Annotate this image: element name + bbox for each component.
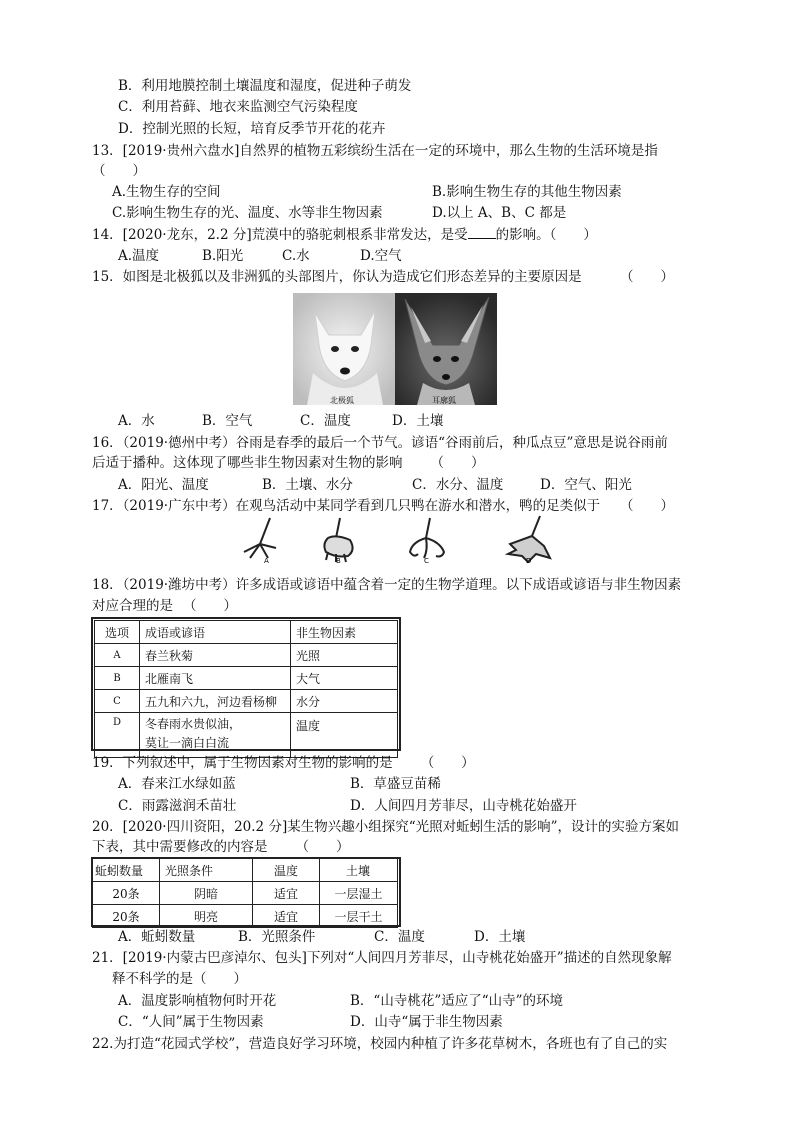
table-row xyxy=(95,667,398,690)
q14-stem-after: 的影响。（ ） xyxy=(495,227,597,243)
q16-option-a: A．阳光、温度 xyxy=(118,477,209,493)
q19-stem-text: 19．下列叙述中，属于生物因素对生物的影响的是 xyxy=(92,755,393,771)
table-cell: 适宜 xyxy=(253,905,320,928)
q20-stem: 20．[2020·四川资阳，20.2 分]某生物兴趣小组探究“光照对蚯蚓生活的影响”，设计的实验方案如 xyxy=(92,819,680,835)
header-cell: 蚯蚓数量 xyxy=(93,859,160,882)
foot-d-icon xyxy=(508,516,550,562)
q16-option-b: B．土壤、水分 xyxy=(262,477,353,493)
table-row xyxy=(93,882,398,905)
q16-option-c: C．水分、温度 xyxy=(412,477,504,493)
q13-option-b: B.影响生物生存的其他生物因素 xyxy=(432,184,622,200)
foot-label-b: B xyxy=(336,557,341,564)
q20-option-d: D．土壤 xyxy=(474,929,526,945)
arctic-fox-caption: 北极狐 xyxy=(330,396,354,405)
table-cell: 明亮 xyxy=(160,905,253,928)
fennec-fox-caption: 耳廓狐 xyxy=(432,396,456,405)
q13-option-d: D.以上 A、B、C 都是 xyxy=(432,205,567,221)
q14-stem-before: 14．[2020·龙东，2.2 分]荒漠中的骆驼刺根系非常发达，是受 xyxy=(92,227,468,243)
q18-paren: （ ） xyxy=(183,598,237,614)
q16-option-d: D．空气、阳光 xyxy=(540,477,632,493)
q20-option-c: C．温度 xyxy=(374,929,425,945)
header-cell: 土壤 xyxy=(320,859,398,882)
table-cell: 北雁南飞 xyxy=(140,667,291,690)
header-cell: 选项 xyxy=(95,621,140,644)
header-cell: 非生物因素 xyxy=(291,621,398,644)
table-cell: 水分 xyxy=(291,690,398,713)
q19-paren: （ ） xyxy=(420,755,475,771)
q20-paren: （ ） xyxy=(295,839,350,855)
table-header-row xyxy=(93,859,398,882)
table-cell: 温度 xyxy=(291,713,398,758)
q17-paren: （ ） xyxy=(620,498,674,514)
table-cell: 一层干土 xyxy=(320,905,398,928)
q21-option-c: C．“人间”属于生物因素 xyxy=(118,1014,264,1030)
table-cell xyxy=(140,713,291,758)
fox-photos xyxy=(293,293,497,405)
q20-stem-2 xyxy=(92,838,350,856)
table-row xyxy=(95,644,398,667)
q20-option-a: A．蚯蚓数量 xyxy=(118,929,196,945)
q14-stem xyxy=(92,226,597,244)
table-cell: 20条 xyxy=(93,882,160,905)
header-cell: 光照条件 xyxy=(160,859,253,882)
q18-stem-2-text: 对应合理的是 xyxy=(92,598,173,614)
q15-option-b: B．空气 xyxy=(202,413,253,429)
table-cell: C xyxy=(95,690,140,713)
table-cell: B xyxy=(95,667,140,690)
q14-option-a: A.温度 xyxy=(118,248,160,264)
q16-paren: （ ） xyxy=(430,455,485,471)
q21-stem-2: 释不科学的是（ ） xyxy=(112,971,247,987)
table-cell: A xyxy=(95,644,140,667)
table-cell: 五九和六九，河边看杨柳 xyxy=(140,690,291,713)
q16-stem-2 xyxy=(92,454,485,472)
q12-option-d: D．控制光照的长短，培育反季节开花的花卉 xyxy=(118,121,386,137)
q20-table xyxy=(92,858,398,928)
q17-stem: 17．（2019·广东中考）在观鸟活动中某同学看到几只鸭在游水和潜水，鸭的足类似于 xyxy=(92,498,601,514)
q13-option-a: A.生物生存的空间 xyxy=(112,184,221,200)
table-cell: 适宜 xyxy=(253,882,320,905)
q14-option-c: C.水 xyxy=(282,248,310,264)
q14-option-d: D.空气 xyxy=(360,248,402,264)
q15-option-d: D．土壤 xyxy=(392,413,444,429)
q18-stem-2 xyxy=(92,597,237,615)
q15-option-c: C．温度 xyxy=(300,413,351,429)
q22-stem: 22.为打造“花园式学校”，营造良好学习环境，校园内种植了许多花草树木，各班也有了自己的实 xyxy=(92,1036,668,1052)
foot-label-c: C xyxy=(424,557,429,564)
q21-option-b: B．“山寺桃花”适应了“山寺”的环境 xyxy=(350,993,564,1009)
table-cell: 阴暗 xyxy=(160,882,253,905)
q15-paren: （ ） xyxy=(620,269,674,285)
table-row xyxy=(95,690,398,713)
q20-option-b: B．光照条件 xyxy=(238,929,316,945)
q16-stem-2-text: 后适于播种。这体现了哪些非生物因素对生物的影响 xyxy=(92,455,403,471)
q13-option-c: C.影响生物生存的光、温度、水等非生物因素 xyxy=(112,205,383,221)
q21-option-a: A．温度影响植物何时开花 xyxy=(118,993,277,1009)
table-header-row xyxy=(95,621,398,644)
foot-label-a: A xyxy=(264,557,269,564)
cell-line: 莫让一滴白白流 xyxy=(145,736,230,750)
foot-b-icon xyxy=(324,518,352,562)
cell-line: 冬春雨水贵似油， xyxy=(145,717,242,731)
header-cell: 温度 xyxy=(253,859,320,882)
table-cell: 光照 xyxy=(291,644,398,667)
foot-c-icon xyxy=(410,518,444,558)
table-cell: D xyxy=(95,713,140,758)
foot-label-d: D xyxy=(526,557,532,564)
q19-option-a: A．春来江水绿如蓝 xyxy=(118,776,236,792)
table-row xyxy=(93,905,398,928)
q18-table xyxy=(94,620,398,758)
arctic-fox-image xyxy=(293,293,497,405)
q19-option-d: D．人间四月芳菲尽，山寺桃花始盛开 xyxy=(350,798,577,814)
q13-stem: 13．[2019·贵州六盘水]自然界的植物五彩缤纷生活在一定的环境中，那么生物的生活环境是指 xyxy=(92,143,658,159)
q14-option-b: B.阳光 xyxy=(202,248,244,264)
bird-feet-figure xyxy=(240,514,560,564)
table-cell: 春兰秋菊 xyxy=(140,644,291,667)
table-row xyxy=(95,713,398,758)
q15-stem: 15．如图是北极狐以及非洲狐的头部图片，你认为造成它们形态差异的主要原因是 xyxy=(92,269,582,285)
q12-option-b: B．利用地膜控制土壤温度和湿度，促进种子萌发 xyxy=(118,78,412,94)
q19-option-b: B．草盛豆苗稀 xyxy=(350,776,441,792)
q18-stem: 18．（2019·潍坊中考）许多成语或谚语中蕴含着一定的生物学道理。以下成语或谚语与非生物因素 xyxy=(92,577,682,593)
q15-option-a: A．水 xyxy=(118,413,155,429)
q21-stem: 21．[2019·内蒙古巴彦淖尔、包头]下列对“人间四月芳菲尽，山寺桃花始盛开”描述的自然现象解 xyxy=(92,950,672,966)
q20-stem-2-text: 下表，其中需要修改的内容是 xyxy=(92,839,268,855)
foot-a-icon xyxy=(244,518,276,558)
q19-stem xyxy=(92,754,475,772)
table-cell: 20条 xyxy=(93,905,160,928)
table-cell: 一层湿土 xyxy=(320,882,398,905)
q21-option-d: D．山寺“属于非生物因素 xyxy=(350,1014,503,1030)
header-cell: 成语或谚语 xyxy=(140,621,291,644)
q14-blank xyxy=(468,226,496,239)
q12-option-c: C．利用苔藓、地衣来监测空气污染程度 xyxy=(118,99,358,115)
q19-option-c: C．雨露滋润禾苗壮 xyxy=(118,798,237,814)
q16-stem: 16．（2019·德州中考）谷雨是春季的最后一个节气。谚语“谷雨前后，种瓜点豆”意思是说谷雨前 xyxy=(92,435,668,451)
table-cell: 大气 xyxy=(291,667,398,690)
q13-paren: （ ） xyxy=(92,163,146,179)
